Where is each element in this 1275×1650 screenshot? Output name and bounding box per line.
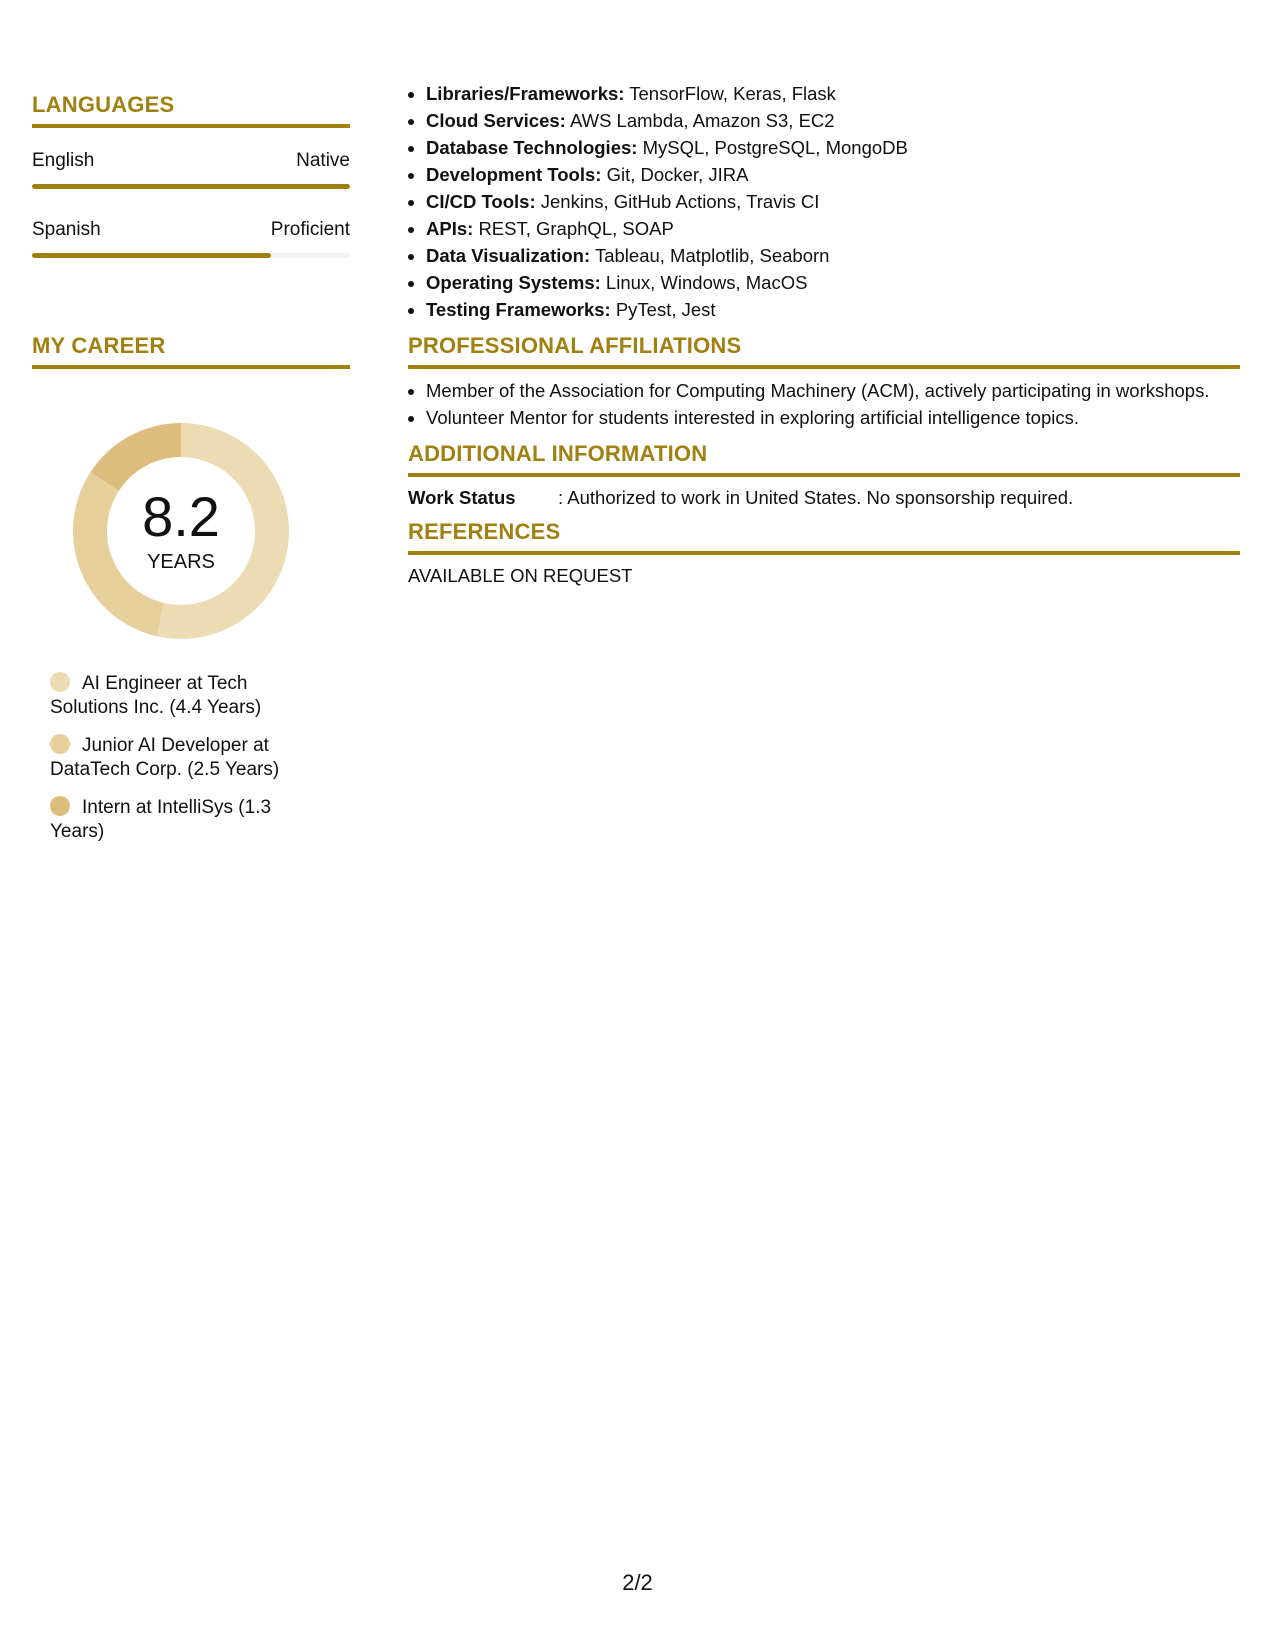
additional-info-title: ADDITIONAL INFORMATION: [408, 441, 1240, 477]
references-text: AVAILABLE ON REQUEST: [408, 565, 633, 586]
skill-item: [426, 269, 1240, 296]
skill-label: Development Tools:: [426, 164, 602, 185]
skill-item: [426, 107, 1240, 134]
language-bar-fill: [32, 253, 271, 258]
legend-dot-icon: [50, 672, 70, 692]
skill-value: Jenkins, GitHub Actions, Travis CI: [540, 191, 820, 212]
skill-item: [426, 215, 1240, 242]
skill-label: Libraries/Frameworks:: [426, 83, 625, 104]
skill-value: TensorFlow, Keras, Flask: [629, 83, 836, 104]
career-title: MY CAREER: [32, 333, 350, 369]
languages-title: LANGUAGES: [32, 92, 350, 128]
legend-item: [50, 672, 290, 720]
skill-item: [426, 161, 1240, 188]
affiliation-item: • Volunteer Mentor for students interested in exploring artificial intelligence topics.: [426, 404, 1240, 431]
affiliations-list: [408, 377, 1240, 431]
skill-label: Database Technologies:: [426, 137, 638, 158]
skill-value: MySQL, PostgreSQL, MongoDB: [642, 137, 908, 158]
language-bar-fill: [32, 184, 350, 189]
skill-value: AWS Lambda, Amazon S3, EC2: [569, 110, 835, 131]
work-status-value: : Authorized to work in United States. No sponsorship required.: [558, 487, 1074, 508]
career-total: [62, 412, 300, 650]
skill-label: Testing Frameworks:: [426, 299, 611, 320]
language-bar: [32, 253, 350, 258]
languages-section: [32, 92, 350, 258]
skills-list: [408, 80, 1240, 323]
career-legend: [50, 672, 290, 858]
skill-label: APIs:: [426, 218, 474, 239]
skill-value: REST, GraphQL, SOAP: [478, 218, 674, 239]
legend-label: Intern at IntelliSys (1.3 Years): [50, 797, 272, 842]
skill-label: Operating Systems:: [426, 272, 601, 293]
language-item: [32, 150, 350, 189]
skill-label: Cloud Services:: [426, 110, 566, 131]
skill-label: CI/CD Tools:: [426, 191, 536, 212]
skill-value: Linux, Windows, MacOS: [605, 272, 808, 293]
page-number: 2/2: [622, 1570, 653, 1595]
skill-value: PyTest, Jest: [615, 299, 716, 320]
skill-item: [426, 80, 1240, 107]
work-status-row: [408, 487, 1240, 509]
skill-label: Data Visualization:: [426, 245, 591, 266]
affiliations-title: PROFESSIONAL AFFILIATIONS: [408, 333, 1240, 369]
career-total-value: 8.2: [142, 484, 220, 548]
references-title: REFERENCES: [408, 519, 1240, 555]
skill-value: Tableau, Matplotlib, Seaborn: [594, 245, 830, 266]
main-column: [408, 80, 1240, 587]
language-level: Proficient: [270, 219, 350, 240]
skill-item: [426, 242, 1240, 269]
legend-label: AI Engineer at Tech Solutions Inc. (4.4 Years): [50, 673, 262, 718]
language-name: English: [32, 150, 95, 171]
language-level: Native: [296, 150, 350, 171]
work-status-key: Work Status: [408, 487, 516, 508]
legend-item: [50, 734, 290, 782]
career-total-unit: YEARS: [147, 550, 215, 573]
language-name: Spanish: [32, 219, 101, 240]
skill-item: [426, 296, 1240, 323]
skill-item: [426, 188, 1240, 215]
language-bar: [32, 184, 350, 189]
affiliation-item: • Member of the Association for Computing Machinery (ACM), actively participating in workshops.: [426, 377, 1240, 404]
career-section: [32, 333, 350, 369]
skill-item: [426, 134, 1240, 161]
skill-value: Git, Docker, JIRA: [606, 164, 749, 185]
legend-dot-icon: [50, 734, 70, 754]
legend-label: Junior AI Developer at DataTech Corp. (2.5 Years): [50, 735, 280, 780]
language-item: [32, 219, 350, 258]
legend-dot-icon: [50, 796, 70, 816]
legend-item: [50, 796, 290, 844]
